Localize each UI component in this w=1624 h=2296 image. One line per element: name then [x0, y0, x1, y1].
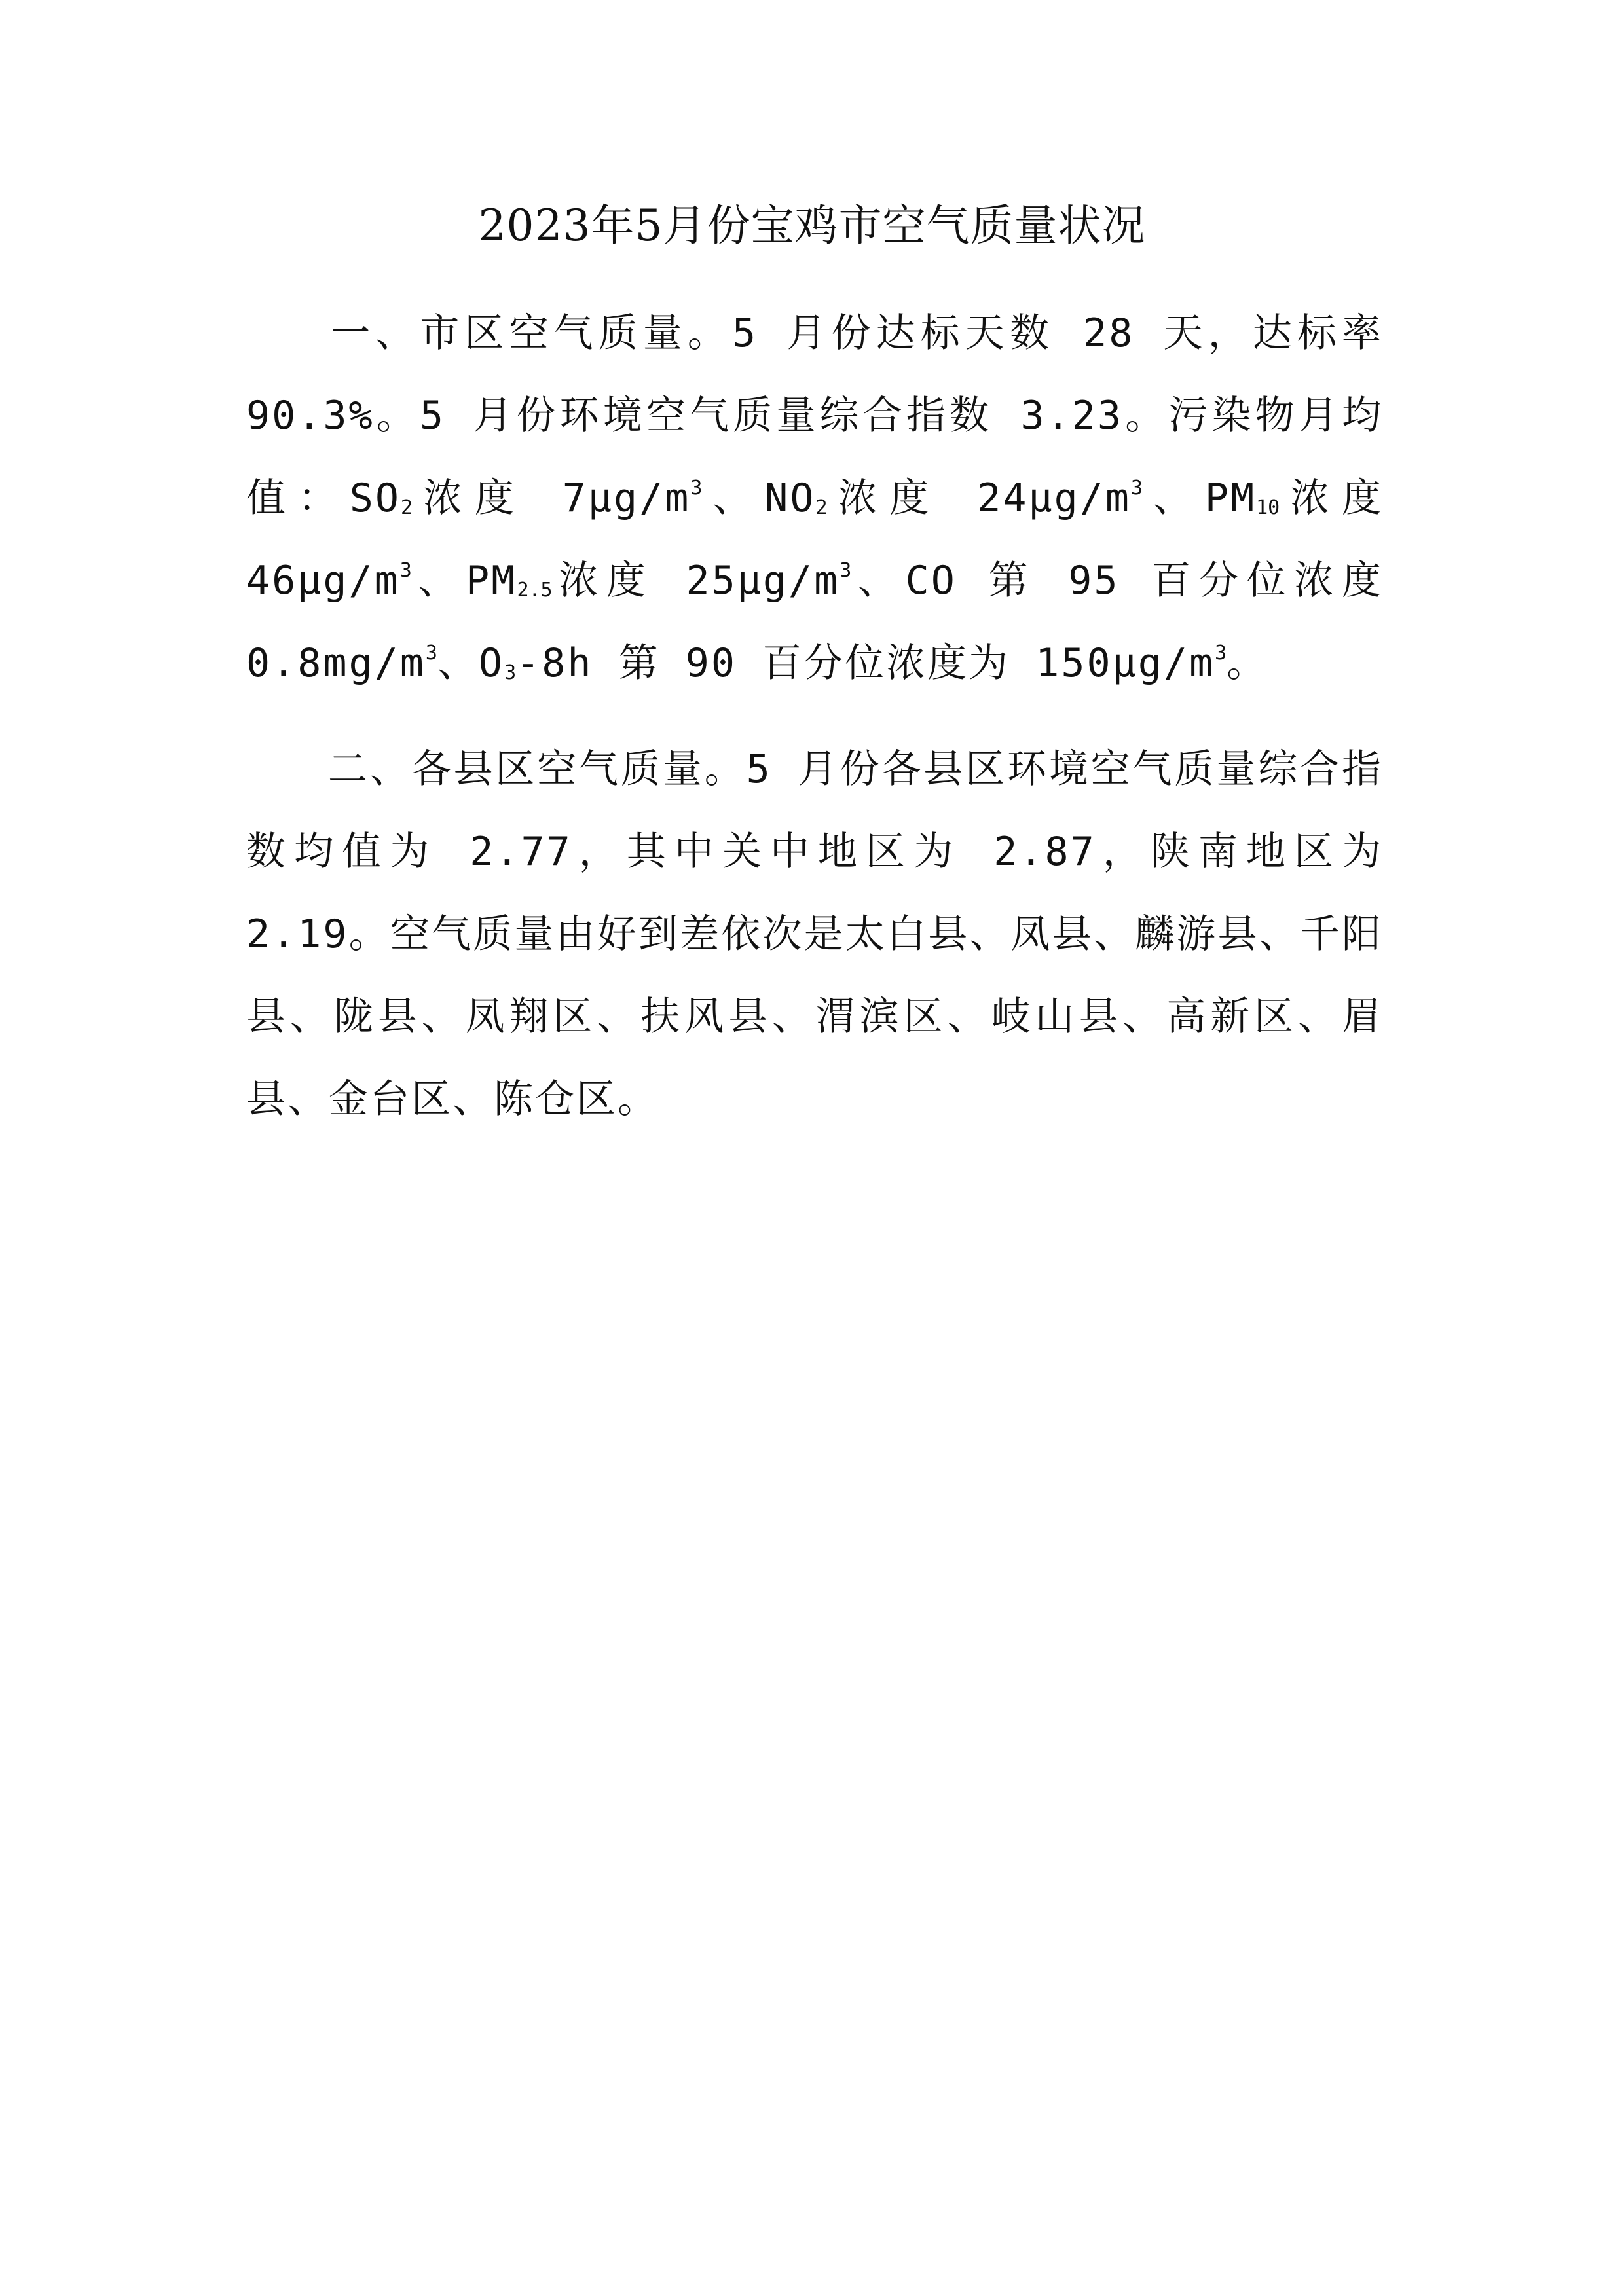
co-value: 、CO 第 95 百分位浓度 0.8mg/m [246, 558, 1383, 686]
no2-label: 、NO [702, 475, 816, 521]
no2-unit-superscript: 3 [1131, 477, 1143, 500]
no2-subscript: 2 [815, 496, 828, 519]
pm10-subscript: 10 [1256, 496, 1280, 519]
pm25-subscript: 2.5 [517, 579, 553, 602]
so2-label: SO [349, 475, 401, 521]
section2-heading: 二、各县区空气质量。 [327, 746, 747, 792]
so2-subscript: 2 [401, 496, 413, 519]
so2-value: 浓度 7μg/m [413, 475, 691, 521]
paragraph-urban-air-quality [246, 292, 1383, 704]
o3-value: -8h 第 90 百分位浓度为 150μg/m [516, 640, 1215, 686]
section1-heading: 一、市区空气质量。 [327, 310, 732, 356]
pm10-value: 浓度 46μg/m [246, 475, 1383, 604]
section1-end: 。 [1227, 640, 1268, 686]
o3-subscript: 3 [504, 661, 517, 684]
pm25-label: 、PM [411, 558, 517, 604]
co-unit-superscript: 3 [425, 642, 437, 665]
section2-text: 5 月份各县区环境空气质量综合指数均值为 2.77，其中关中地区为 2.87，陕南地区为 2.19。空气质量由好到差依次是太白县、凤县、麟游县、千阳县、陇县、凤翔区、扶风县、渭滨区、岐山县、高新区、眉县、金台区、陈仓区。 [246, 746, 1384, 1122]
page-title: 2023年5月份宝鸡市空气质量状况 [478, 200, 1146, 251]
pm25-value: 浓度 25μg/m [552, 558, 840, 604]
pm25-unit-superscript: 3 [840, 559, 852, 582]
no2-value: 浓度 24μg/m [827, 475, 1131, 521]
section1-summary-text: 5 月份达标天数 28 天，达标率 90.3%。5 月份环境空气质量综合指数 3.23。污染物月均值： [246, 310, 1383, 521]
pm10-unit-superscript: 3 [399, 559, 412, 582]
o3-label: 、O [437, 640, 505, 686]
o3-unit-superscript: 3 [1215, 642, 1227, 665]
paragraph-county-air-quality [246, 728, 1383, 1140]
so2-unit-superscript: 3 [690, 477, 703, 500]
pm10-label: 、PM [1143, 475, 1257, 521]
